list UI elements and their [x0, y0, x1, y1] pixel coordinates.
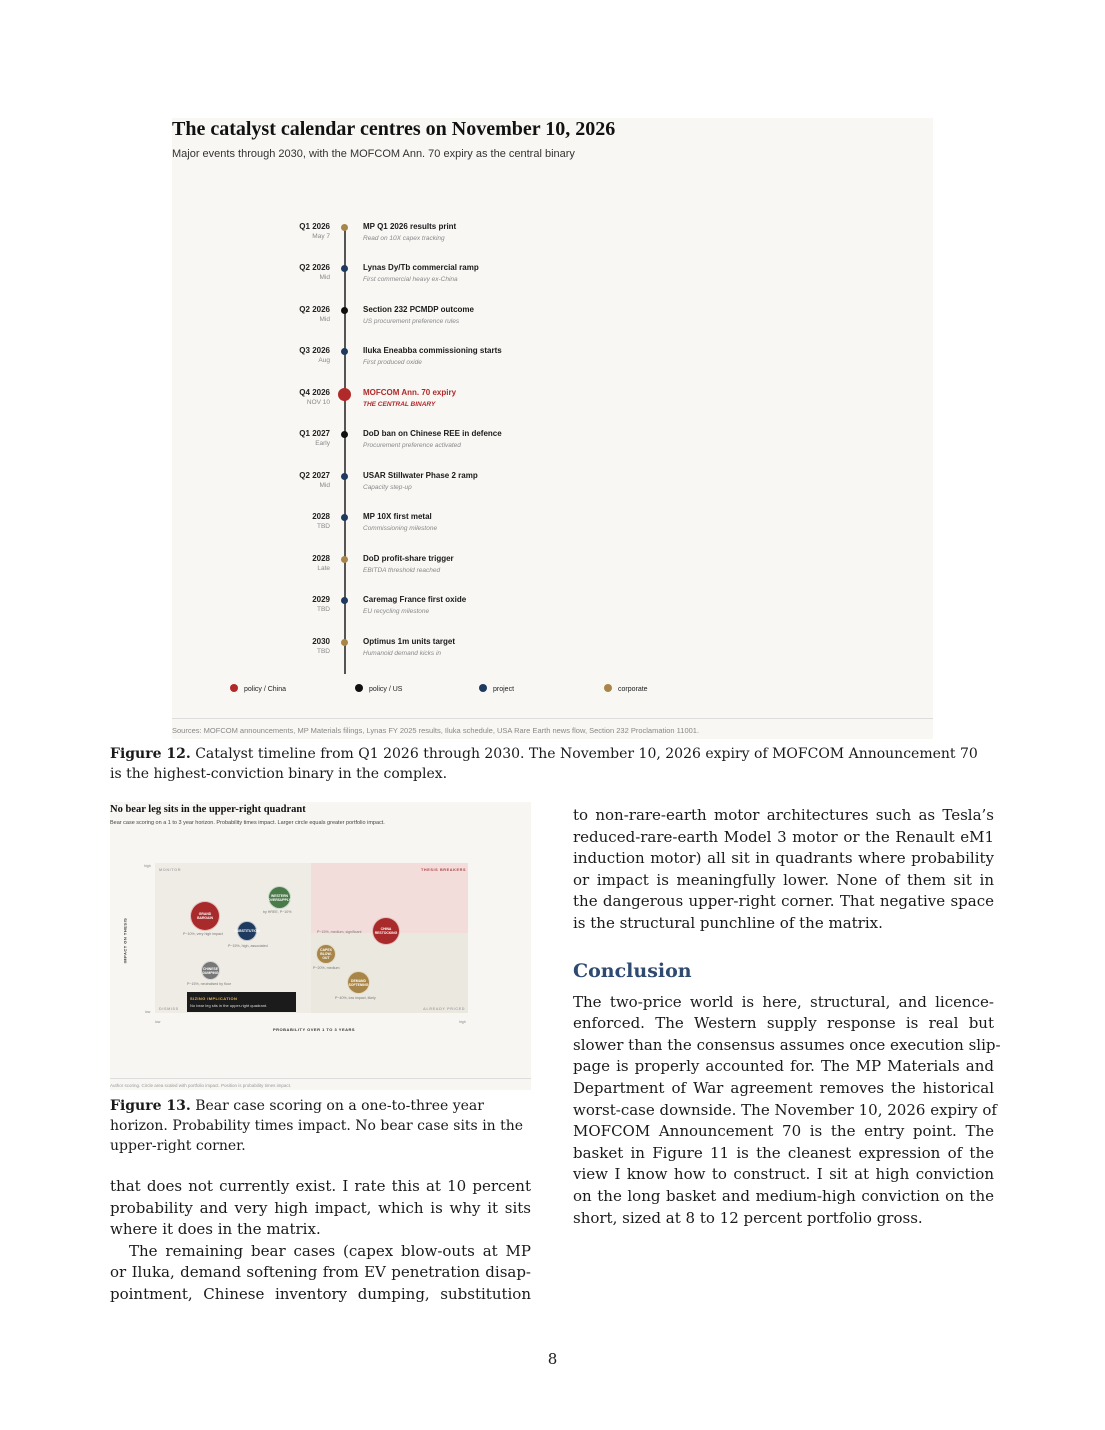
bubble-substitution: SUBSTITUTION [237, 921, 257, 941]
body-text-line: enforced. The Western supply response is real but [573, 1014, 994, 1032]
y-axis-low: low [145, 1010, 151, 1014]
event-period: Q4 2026 [299, 388, 330, 397]
caption-text: is the highest-conviction binary in the complex. [110, 766, 448, 782]
caption-text: Bear case scoring on a one-to-three year [195, 1098, 484, 1114]
body-text-line: or impact is meaningfully lower. None of them sit in [573, 871, 994, 889]
quadrant-label: DISMISS [159, 1007, 179, 1011]
event-date: Aug [318, 357, 330, 364]
page-number: 8 [547, 1350, 558, 1368]
body-text-line: the dangerous upper-right corner. That negative space [573, 892, 994, 910]
body-text-line: probability and very high impact, which is why it sits [110, 1199, 531, 1217]
timeline-event [172, 471, 933, 501]
quadrant-label: MONITOR [159, 868, 182, 872]
quadrant-label: ALREADY PRICED [423, 1007, 466, 1011]
x-axis-high: high [459, 1020, 466, 1024]
event-marker [341, 431, 348, 438]
figure-12-caption [110, 744, 995, 784]
bear-case-matrix-figure [110, 802, 531, 1090]
event-date: Mid [319, 274, 330, 281]
event-period: Q2 2026 [299, 263, 330, 272]
event-period: 2028 [312, 554, 330, 563]
bubble-western-oversupply: WESTERN OVERSUPPLY [268, 886, 291, 909]
event-description: THE CENTRAL BINARY [363, 401, 436, 408]
legend-item [230, 684, 286, 693]
event-title: USAR Stillwater Phase 2 ramp [363, 471, 478, 480]
caption-label: Figure 13. [110, 1098, 191, 1114]
caption-label: Figure 12. [110, 746, 191, 762]
bubble-note: P~10%, very high impact [183, 932, 223, 936]
sizing-heading: SIZING IMPLICATION [190, 996, 238, 1001]
event-description: Procurement preference activated [363, 442, 461, 449]
event-title: MOFCOM Ann. 70 expiry [363, 388, 457, 397]
body-text-line: The two-price world is here, structural, and licence- [573, 993, 994, 1011]
bubble-grand-bargain: GRAND BARGAIN [190, 901, 220, 931]
legend-label: policy / China [244, 686, 287, 693]
bubble-capex-blowout: CAPEX BLOW-OUT [316, 944, 336, 964]
event-date: Early [315, 440, 330, 447]
timeline-event-central [172, 388, 933, 418]
event-description: First commercial heavy ex-China [363, 276, 458, 283]
body-text-line: basket in Figure 11 is the cleanest expression of the [573, 1144, 994, 1162]
event-period: 2030 [312, 637, 330, 646]
body-text-line: MOFCOM Announcement 70 is the entry point. The [573, 1122, 994, 1140]
event-date: TBD [317, 606, 330, 613]
event-marker [341, 265, 348, 272]
legend-label: project [493, 686, 515, 693]
event-title: DoD ban on Chinese REE in defence [363, 429, 502, 438]
y-axis-title: IMPACT ON THESIS [122, 917, 128, 964]
x-axis-low: low [155, 1020, 161, 1024]
event-period: 2028 [312, 512, 330, 521]
body-text-line: pointment, Chinese inventory dumping, substitution [110, 1285, 531, 1303]
timeline-event [172, 637, 933, 667]
timeline-event [172, 554, 933, 584]
figure-13-caption [110, 1096, 531, 1156]
event-description: Humanoid demand kicks in [363, 650, 442, 657]
sizing-implication-box [187, 992, 296, 1012]
caption-text: horizon. Probability times impact. No bear case sits in the [110, 1118, 524, 1134]
event-description: EU recycling milestone [363, 608, 430, 615]
body-text-line: induction motor) all sit in quadrants where probability [573, 849, 994, 867]
bubble-demand-softening: DEMAND SOFTENING [347, 971, 370, 994]
event-title: Iluka Eneabba commissioning starts [363, 346, 502, 355]
bubble-china-restocking: CHINA RESTOCKING [372, 917, 400, 945]
event-date: May 7 [312, 233, 330, 240]
figure-subtitle: Major events through 2030, with the MOFCOM Ann. 70 expiry as the central binary [172, 148, 575, 160]
quadrant-already-priced [311, 933, 468, 1013]
figure-sources: Sources: MOFCOM announcements, MP Materials filings, Lynas FY 2025 results, Iluka schedule, USA Rare Earth news flow, Section 232 Proclamation 11001. [172, 726, 700, 735]
x-axis-title: PROBABILITY OVER 1 TO 3 YEARS [273, 1027, 356, 1032]
event-period: 2029 [312, 595, 330, 604]
quadrant-label: THESIS BREAKERS [421, 868, 467, 872]
event-marker [341, 224, 348, 231]
legend-swatch [230, 684, 238, 692]
body-text-line: that does not currently exist. I rate this at 10 percent [110, 1177, 531, 1195]
event-marker [341, 348, 348, 355]
event-title: DoD profit-share trigger [363, 554, 454, 563]
event-date: Late [317, 565, 330, 572]
event-title: MP Q1 2026 results print [363, 222, 457, 231]
event-description: Commissioning milestone [363, 525, 438, 532]
bubble-note: P~15%, neutralised by floor [187, 982, 232, 986]
event-period: Q3 2026 [299, 346, 330, 355]
bubble-note: by HREE, P~10% [263, 910, 292, 914]
caption-text: Catalyst timeline from Q1 2026 through 2030. The November 10, 2026 expiry of MOFCOM Announcement 70 [195, 746, 978, 762]
divider [172, 718, 933, 719]
event-description: First produced oxide [363, 359, 422, 366]
legend-item [604, 684, 648, 693]
timeline-legend [172, 684, 933, 696]
figure-sources: Author scoring. Circle area scaled with portfolio impact. Position is probability times impact. [110, 1083, 292, 1088]
body-text-line: slower than the consensus assumes once execution slip- [573, 1036, 1001, 1054]
event-period: Q2 2026 [299, 305, 330, 314]
body-text-line: reduced-rare-earth Model 3 motor or the Renault eM1 [573, 828, 994, 846]
figure-subtitle: Bear case scoring on a 1 to 3 year horizon. Probability times impact. Larger circle equals greater portfolio impact. [110, 820, 385, 826]
legend-label: corporate [618, 686, 648, 693]
body-text-line: is the structural punchline of the matrix. [573, 914, 883, 932]
legend-swatch [604, 684, 612, 692]
body-text-line: page is properly accounted for. The MP Materials and [573, 1057, 994, 1075]
legend-item [355, 684, 402, 693]
catalyst-timeline-figure [172, 118, 933, 739]
event-marker [341, 514, 348, 521]
caption-text: upper-right corner. [110, 1138, 246, 1154]
legend-label: policy / US [369, 686, 403, 693]
legend-swatch [355, 684, 363, 692]
bubble-note: P~15%, high, associated [228, 944, 268, 948]
event-description: EBITDA threshold reached [363, 567, 441, 574]
timeline-event [172, 263, 933, 293]
event-description: US procurement preference rules [363, 318, 460, 325]
event-description: Capacity step-up [363, 484, 412, 491]
event-marker [341, 307, 348, 314]
body-text-line: short, sized at 8 to 12 percent portfolio gross. [573, 1209, 923, 1227]
timeline-event [172, 222, 933, 252]
bubble-note: P~20%, medium [313, 966, 340, 970]
event-date: NOV 10 [306, 399, 330, 406]
event-marker [341, 639, 348, 646]
body-text-line: view I know how to construct. I sit at high conviction [573, 1165, 994, 1183]
body-text-line: on the long basket and medium-high conviction on the [573, 1187, 994, 1205]
legend-swatch [479, 684, 487, 692]
legend-item [479, 684, 514, 693]
event-description: Read on 10X capex tracking [363, 235, 445, 242]
event-marker [338, 388, 351, 401]
event-title: Lynas Dy/Tb commercial ramp [363, 263, 479, 272]
divider [110, 1078, 531, 1079]
bubble-note: P~15%, medium, significant [317, 930, 362, 934]
timeline-event [172, 429, 933, 459]
sizing-body: No bear leg sits in the upper-right quadrant. [190, 1003, 268, 1008]
timeline-event [172, 512, 933, 542]
event-date: TBD [317, 648, 330, 655]
event-marker [341, 597, 348, 604]
figure-title: No bear leg sits in the upper-right quadrant [110, 804, 306, 815]
body-text-line: or Iluka, demand softening from EV penetration disap- [110, 1263, 531, 1281]
event-period: Q1 2027 [299, 429, 330, 438]
body-text-line: where it does in the matrix. [110, 1220, 321, 1238]
event-marker [341, 556, 348, 563]
event-date: TBD [317, 523, 330, 530]
timeline-event [172, 305, 933, 335]
body-text-line: The remaining bear cases (capex blow-outs at MP [129, 1242, 531, 1260]
body-text-line: Department of War agreement removes the historical [573, 1079, 994, 1097]
event-title: Caremag France first oxide [363, 595, 467, 604]
event-date: Mid [319, 316, 330, 323]
event-title: Section 232 PCMDP outcome [363, 305, 474, 314]
event-date: Mid [319, 482, 330, 489]
event-period: Q2 2027 [299, 471, 330, 480]
figure-title: The catalyst calendar centres on November 10, 2026 [172, 118, 616, 140]
timeline-event [172, 595, 933, 625]
section-heading-conclusion: Conclusion [573, 960, 692, 982]
event-title: MP 10X first metal [363, 512, 432, 521]
event-title: Optimus 1m units target [363, 637, 456, 646]
bubble-chinese-dumping: CHINESE DUMPING [201, 961, 220, 980]
event-marker [341, 473, 348, 480]
body-text-line: worst-case downside. The November 10, 2026 expiry of [573, 1101, 997, 1119]
body-text-line: to non-rare-earth motor architectures such as Tesla’s [573, 806, 994, 824]
event-period: Q1 2026 [299, 222, 330, 231]
timeline-event [172, 346, 933, 376]
bubble-note: P~40%, low impact, likely [335, 996, 376, 1000]
y-axis-high: high [144, 864, 151, 868]
